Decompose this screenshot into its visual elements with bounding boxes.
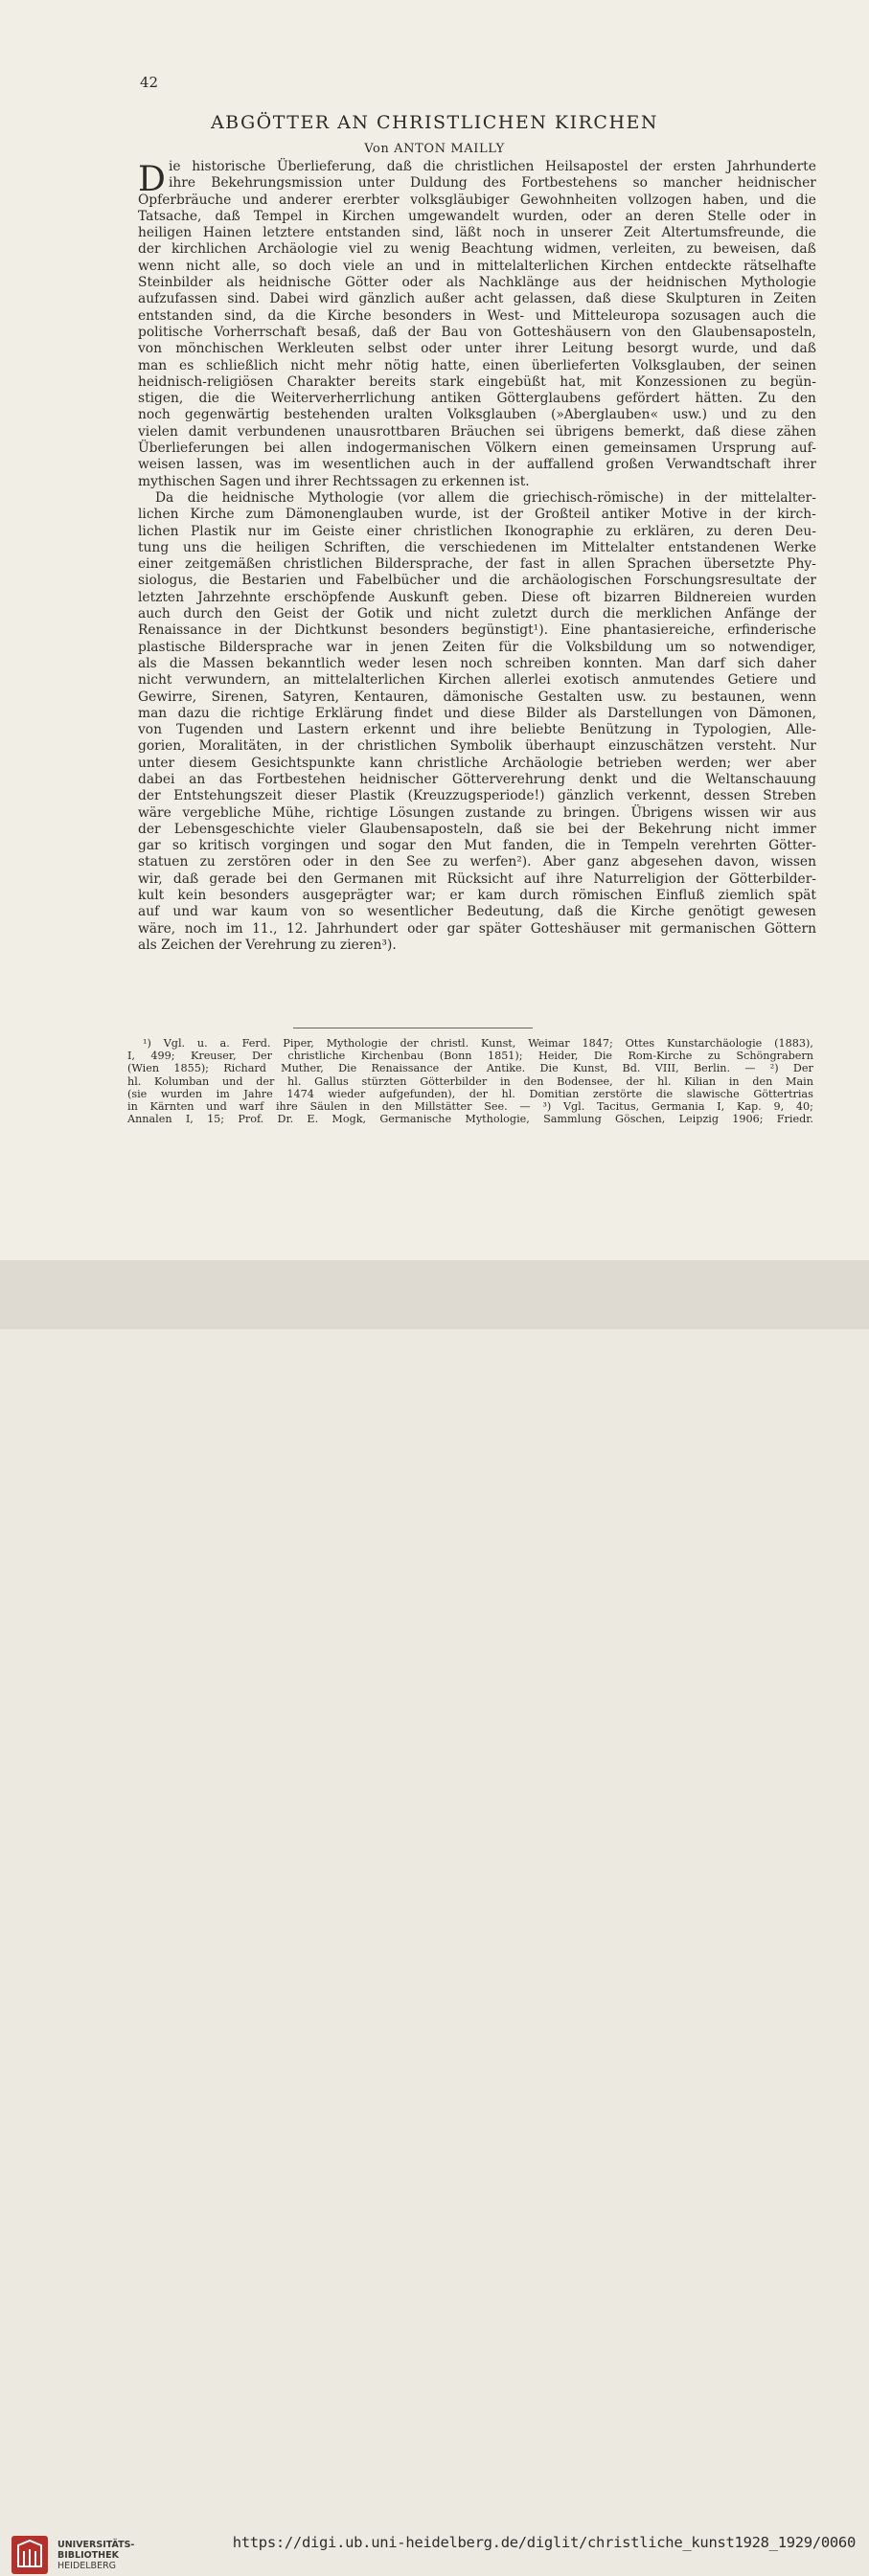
body-line: dabei an das Fortbestehen heidnischer Götterverehrung denkt und die Weltanschauung <box>138 771 816 787</box>
body-line: politische Vorherrschaft besaß, daß der Bau von Gotteshäusern von den Glaubensaposteln, <box>138 324 816 340</box>
footnote-line: in Kärnten und warf ihre Säulen in den Millstätter See. — ³) Vgl. Tacitus, Germania I, Kap. 9, 40; <box>127 1099 813 1113</box>
footnote-line: (Wien 1855); Richard Muther, Die Renaissance der Antike. Die Kunst, Bd. VIII, Berlin. — ²) Der <box>127 1062 813 1075</box>
body-line: vielen damit verbundenen unausrottbaren Bräuchen sei übrigens bemerkt, daß diese zähen <box>138 423 816 440</box>
article-title: ABGÖTTER AN CHRISTLICHEN KIRCHEN <box>210 112 659 133</box>
footnote-line: I, 499; Kreuser, Der christliche Kirchenbau (Bonn 1851); Heider, Die Rom-Kirche zu Schöngrabern <box>127 1050 813 1063</box>
body-line: auch durch den Geist der Gotik und nicht zuletzt durch die merklichen Anfänge der <box>138 606 816 622</box>
body-line: Gewirre, Sirenen, Satyren, Kentauren, dämonische Gestalten usw. zu bestaunen, wenn <box>138 689 816 705</box>
body-line: wenn nicht alle, so doch viele an und in mittelalterlichen Kirchen entdeckte rätselhafte <box>138 258 816 274</box>
footnote-line: hl. Kolumban und der hl. Gallus stürzten Götterbilder in den Bodensee, der hl. Kilian in den Main <box>127 1074 813 1088</box>
body-line: tung uns die heiligen Schriften, die verschiedenen im Mittelalter entstandenen Werke <box>138 539 816 555</box>
permalink-url[interactable]: https://digi.ub.uni-heidelberg.de/diglit/christliche_kunst1928_1929/0060 <box>232 2534 856 2551</box>
body-line: aufzufassen sind. Dabei wird gänzlich außer acht gelassen, daß diese Skulpturen in Zeiten <box>138 291 816 307</box>
body-line: letzten Jahrzehnte erschöpfende Auskunft geben. Diese oft bizarren Bildnereien wurden <box>138 589 816 605</box>
body-line: noch gegenwärtig bestehenden uralten Volksglauben (»Aberglauben« usw.) und zu den <box>138 407 816 423</box>
university-library-logo-icon[interactable] <box>10 2534 50 2576</box>
body-line: man es schließlich nicht mehr nötig hatte, einen überlieferten Volksglauben, der seinen <box>138 357 816 373</box>
body-line: gar so kritisch vorgingen und sogar den Mut fanden, die in Tempeln verehrten Götter- <box>138 838 816 854</box>
body-line: plastische Bildersprache war in jenen Zeiten für die Volksbildung um so notwendiger, <box>138 639 816 655</box>
body-line: Überlieferungen bei allen indogermanischen Völkern einen gemeinsamen Ursprung auf- <box>138 441 816 457</box>
body-line: heiligen Hainen letztere entstanden sind, läßt noch in unserer Zeit Altertumsfreunde, die <box>138 225 816 241</box>
body-line: statuen zu zerstören oder in den See zu werfen²). Aber ganz abgesehen davon, wissen <box>138 854 816 870</box>
body-line: einer zeitgemäßen christlichen Bildersprache, der fast in allen Sprachen übersetzte Phy- <box>138 556 816 573</box>
body-line: man dazu die richtige Erklärung findet und diese Bilder als Darstellungen von Dämonen, <box>138 705 816 721</box>
body-line: gorien, Moralitäten, in der christlichen Symbolik überhaupt einzuschätzen versteht. Nur <box>138 738 816 755</box>
body-line: wäre vergebliche Mühe, richtige Lösungen zustande zu bringen. Übrigens wissen wir aus <box>138 804 816 821</box>
viewer-footer <box>0 1260 869 2571</box>
body-line: als Zeichen der Verehrung zu zieren³). <box>138 937 397 953</box>
body-line: unter diesem Gesichtspunkte kann christliche Archäologie betrieben werden; wer aber <box>138 755 816 771</box>
body-line: der Entstehungszeit dieser Plastik (Kreuzzugsperiode!) gänzlich verkennt, dessen Streben <box>138 788 816 804</box>
body-line: lichen Kirche zum Dämonenglauben wurde, ist der Großteil antiker Motive in der kirch- <box>138 507 816 523</box>
body-line: auf und war kaum von so wesentlicher Bedeutung, daß die Kirche genötigt gewesen <box>138 904 816 920</box>
body-line: ie historische Überlieferung, daß die christlichen Heilsapostel der ersten Jahrhunderte <box>169 159 816 174</box>
body-line: siologus, die Bestarien und Fabelbücher und die archäologischen Forschungsresultate der <box>138 573 816 589</box>
article-body <box>138 159 816 954</box>
footnote-line: Annalen I, 15; Prof. Dr. E. Mogk, Germanische Mythologie, Sammlung Göschen, Leipzig 1906; Friedr. <box>127 1113 813 1126</box>
body-line: Renaissance in der Dichtkunst besonders begünstigt¹). Eine phantasiereiche, erfinderische <box>138 622 816 639</box>
footnotes <box>127 1037 813 1125</box>
page-number: 42 <box>140 74 159 91</box>
body-line: der kirchlichen Archäologie viel zu wenig Beachtung widmen, verleiten, zu beweisen, daß <box>138 241 816 258</box>
body-line: lichen Plastik nur im Geiste einer christlichen Ikonographie zu erklären, zu deren Deu- <box>138 523 816 539</box>
body-line: von mönchischen Werkleuten selbst oder unter ihrer Leitung besorgt wurde, und daß <box>138 341 816 357</box>
body-line: mythischen Sagen und ihrer Rechtssagen zu erkennen ist. <box>138 473 530 489</box>
body-line: ihre Bekehrungsmission unter Duldung des Fortbestehens so mancher heidnischer <box>169 175 816 192</box>
library-name[interactable]: UNIVERSITÄTS- BIBLIOTHEK HEIDELBERG <box>57 2540 135 2571</box>
body-line: von Tugenden und Lastern erkennt und ihre beliebte Benützung in Typologien, Alle- <box>138 722 816 738</box>
document-page <box>0 0 869 1260</box>
body-line: der Lebensgeschichte vieler Glaubensaposteln, daß sie bei der Bekehrung nicht immer <box>138 821 816 837</box>
body-line: Opferbräuche und anderer ererbter volksgläubiger Gewohnheiten vollzogen haben, und die <box>138 192 816 208</box>
article-author: Von ANTON MAILLY <box>364 142 505 156</box>
body-line: als die Massen bekanntlich weder lesen noch schreiben konnten. Man darf sich daher <box>138 655 816 671</box>
body-line: Steinbilder als heidnische Götter oder als Nachklänge aus der heidnischen Mythologie <box>138 275 816 291</box>
drop-cap: D <box>138 160 166 199</box>
body-line: kult kein besonders ausgeprägter war; er kam durch römischen Einfluß ziemlich spät <box>138 888 816 904</box>
body-line: heidnisch-religiösen Charakter bereits stark eingebüßt hat, mit Konzessionen zu begün- <box>138 373 816 390</box>
body-line: weisen lassen, was im wesentlichen auch in der auffallend großen Verwandtschaft ihrer <box>138 457 816 473</box>
body-line: Da die heidnische Mythologie (vor allem die griechisch-römische) in der mittelalter- <box>155 489 816 506</box>
body-line: nicht verwundern, an mittelalterlichen Kirchen allerlei exotisch anmutendes Getiere und <box>138 672 816 689</box>
footnote-line: ¹) Vgl. u. a. Ferd. Piper, Mythologie der christl. Kunst, Weimar 1847; Ottes Kunstarchäologie (1883), <box>143 1037 813 1050</box>
body-line: Tatsache, daß Tempel in Kirchen umgewandelt wurden, oder an deren Stelle oder in <box>138 208 816 224</box>
body-line: entstanden sind, da die Kirche besonders in West- und Mitteleuropa sozusagen auch die <box>138 307 816 324</box>
body-line: wäre, noch im 11., 12. Jahrhundert oder gar später Gotteshäuser mit germanischen Göttern <box>138 920 816 937</box>
body-line: stigen, die die Weiterverherrlichung antiken Götterglaubens gefördert hätten. Zu den <box>138 391 816 407</box>
footnote-line: (sie wurden im Jahre 1474 wieder aufgefunden), der hl. Domitian zerstörte die slawische Göttertrias <box>127 1087 813 1100</box>
body-line: wir, daß gerade bei den Germanen mit Rücksicht auf ihre Naturreligion der Götterbilder- <box>138 870 816 887</box>
